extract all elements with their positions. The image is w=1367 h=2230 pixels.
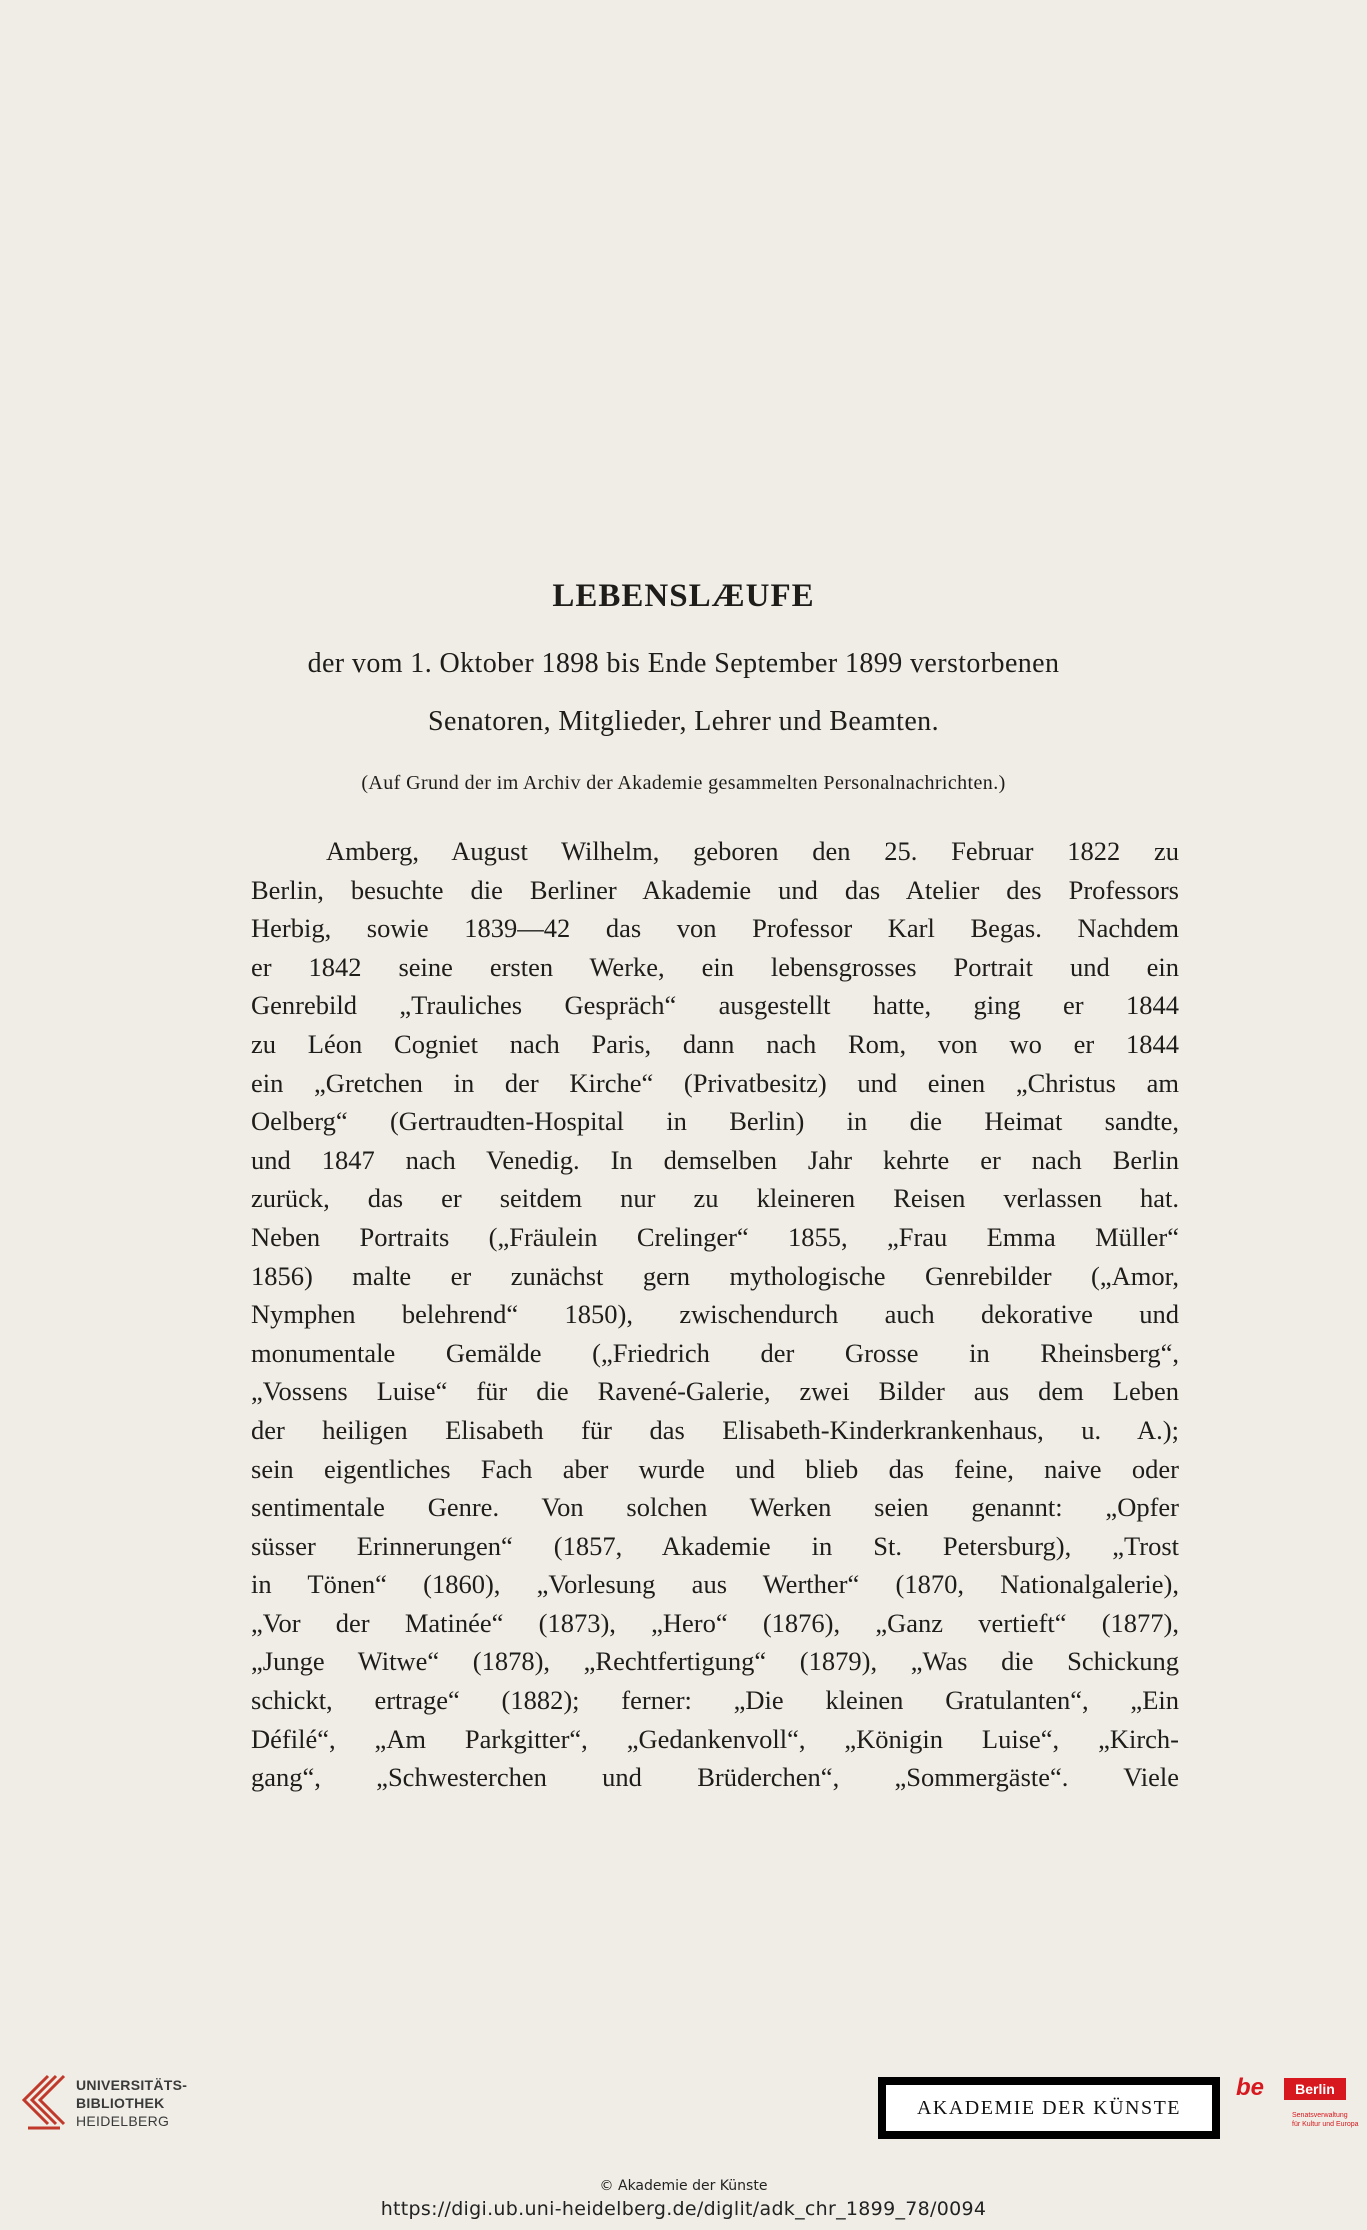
body-line: Amberg, August Wilhelm, geboren den 25. Februar 1822 zu xyxy=(326,836,1179,866)
subtitle-line-2: Senatoren, Mitglieder, Lehrer und Beamten. xyxy=(428,706,939,737)
body-line: sein eigentliches Fach aber wurde und blieb das feine, naive oder xyxy=(251,1453,1179,1484)
academy-label: AKADEMIE DER KÜNSTE xyxy=(886,2085,1212,2131)
body-line: ein „Gretchen in der Kirche“ (Privatbesitz) und einen „Christus am xyxy=(251,1067,1179,1098)
berlin-small-line-2: für Kultur und Europa xyxy=(1292,2121,1359,2128)
body-line: zurück, das er seitdem nur zu kleineren Reisen verlassen hat. xyxy=(251,1183,1179,1214)
body-line: in Tönen“ (1860), „Vorlesung aus Werther“ (1870, Nationalgalerie), xyxy=(251,1569,1179,1600)
body-line: sentimentale Genre. Von solchen Werken seien genannt: „Opfer xyxy=(251,1492,1179,1523)
source-note: (Auf Grund der im Archiv der Akademie gesammelten Personalnachrichten.) xyxy=(361,772,1006,794)
body-line: Défilé“, „Am Parkgitter“, „Gedankenvoll“, „Königin Luise“, „Kirch- xyxy=(251,1723,1179,1754)
body-line: zu Léon Cogniet nach Paris, dann nach Rom, von wo er 1844 xyxy=(251,1028,1179,1059)
body-line: er 1842 seine ersten Werke, ein lebensgrosses Portrait und ein xyxy=(251,951,1179,982)
library-logo[interactable] xyxy=(14,2070,214,2140)
subtitle-line-1: der vom 1. Oktober 1898 bis Ende September 1899 verstorbenen xyxy=(307,648,1060,679)
library-name-line-2: BIBLIOTHEK xyxy=(76,2095,165,2111)
body-line: und 1847 nach Venedig. In demselben Jahr kehrte er nach Berlin xyxy=(251,1144,1179,1175)
copyright-notice: © Akademie der Künste xyxy=(599,2178,768,2194)
body-line: Berlin, besuchte die Berliner Akademie und das Atelier des Professors xyxy=(251,874,1179,905)
berlin-prefix: be xyxy=(1236,2074,1265,2101)
body-line: schickt, ertrage“ (1882); ferner: „Die kleinen Gratulanten“, „Ein xyxy=(251,1685,1179,1716)
library-emblem-icon xyxy=(14,2070,74,2136)
berlin-logo[interactable] xyxy=(1232,2072,1359,2142)
library-name-line-3: HEIDELBERG xyxy=(76,2113,170,2129)
academy-logo[interactable] xyxy=(878,2077,1220,2139)
body-line: Genrebild „Trauliches Gespräch“ ausgestellt hatte, ging er 1844 xyxy=(251,990,1179,1021)
body-line: Oelberg“ (Gertraudten-Hospital in Berlin) in die Heimat sandte, xyxy=(251,1106,1179,1137)
body-line: gang“, „Schwesterchen und Brüderchen“, „Sommergäste“. Viele xyxy=(251,1762,1179,1793)
body-line: Nymphen belehrend“ 1850), zwischendurch auch dekorative und xyxy=(251,1299,1179,1330)
body-line: Neben Portraits („Fräulein Crelinger“ 1855, „Frau Emma Müller“ xyxy=(251,1221,1179,1252)
body-line: monumentale Gemälde („Friedrich der Grosse in Rheinsberg“, xyxy=(251,1337,1179,1368)
body-line: „Vossens Luise“ für die Ravené-Galerie, zwei Bilder aus dem Leben xyxy=(251,1376,1179,1407)
page-title: LEBENSLÆUFE xyxy=(552,578,815,614)
berlin-small-line-1: Senatsverwaltung xyxy=(1292,2112,1348,2119)
body-line: süsser Erinnerungen“ (1857, Akademie in St. Petersburg), „Trost xyxy=(251,1530,1179,1561)
source-url-link[interactable]: https://digi.ub.uni-heidelberg.de/diglit/adk_chr_1899_78/0094 xyxy=(380,2198,987,2220)
body-line: der heiligen Elisabeth für das Elisabeth-Kinderkrankenhaus, u. A.); xyxy=(251,1414,1179,1445)
body-line: „Junge Witwe“ (1878), „Rechtfertigung“ (1879), „Was die Schickung xyxy=(251,1646,1179,1677)
berlin-label: Berlin xyxy=(1284,2078,1346,2100)
body-line: „Vor der Matinée“ (1873), „Hero“ (1876), „Ganz vertieft“ (1877), xyxy=(251,1607,1179,1638)
library-name-line-1: UNIVERSITÄTS- xyxy=(76,2077,188,2093)
body-text xyxy=(251,832,1179,1797)
body-line: 1856) malte er zunächst gern mythologische Genrebilder („Amor, xyxy=(251,1260,1179,1291)
body-line: Herbig, sowie 1839—42 das von Professor Karl Begas. Nachdem xyxy=(251,913,1179,944)
